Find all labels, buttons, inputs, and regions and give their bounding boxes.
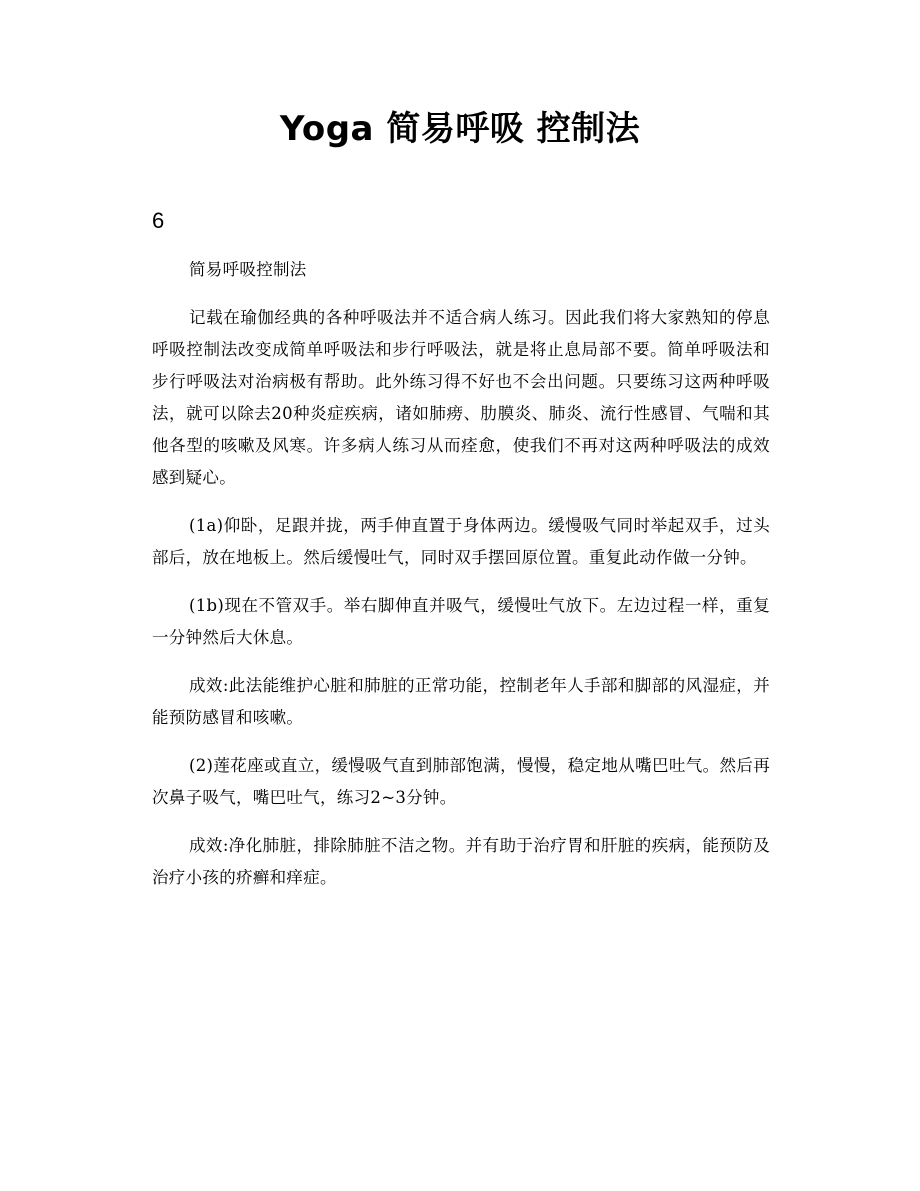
document-title: Yoga 简易呼吸 控制法 [279, 109, 641, 149]
effect-2-paragraph: 成效:净化肺脏，排除肺脏不洁之物。并有助于治疗胃和肝脏的疾病，能预防及治疗小孩的疥癣和痒症。 [152, 836, 770, 887]
section-heading: 简易呼吸控制法 [189, 260, 307, 279]
step-2-paragraph: (2)莲花座或直立，缓慢吸气直到肺部饱满，慢慢，稳定地从嘴巴吐气。然后再次鼻子吸气，嘴巴吐气，练习2~3分钟。 [152, 756, 770, 807]
intro-paragraph: 记载在瑜伽经典的各种呼吸法并不适合病人练习。因此我们将大家熟知的停息呼吸控制法改变成简单呼吸法和步行呼吸法，就是将止息局部不要。简单呼吸法和步行呼吸法对治病极有帮助。此外练习得不好也不会出问题。只要练习这两种呼吸法，就可以除去20种炎症疾病，诸如肺痨、肋膜炎、肺炎、流行性感冒、气喘和其他各型的咳嗽及风寒。许多病人练习从而痊愈，使我们不再对这两种呼吸法的成效感到疑心。 [152, 308, 770, 487]
document-body [152, 254, 770, 910]
effect-1-paragraph: 成效:此法能维护心脏和肺脏的正常功能，控制老年人手部和脚部的风湿症，并能预防感冒和咳嗽。 [152, 676, 770, 727]
step-1b-paragraph: (1b)现在不管双手。举右脚伸直并吸气，缓慢吐气放下。左边过程一样，重复一分钟然后大休息。 [152, 596, 770, 647]
page-number: 6 [152, 208, 165, 233]
step-1a-paragraph: (1a)仰卧，足跟并拢，两手伸直置于身体两边。缓慢吸气同时举起双手，过头部后，放在地板上。然后缓慢吐气，同时双手摆回原位置。重复此动作做一分钟。 [152, 516, 770, 567]
